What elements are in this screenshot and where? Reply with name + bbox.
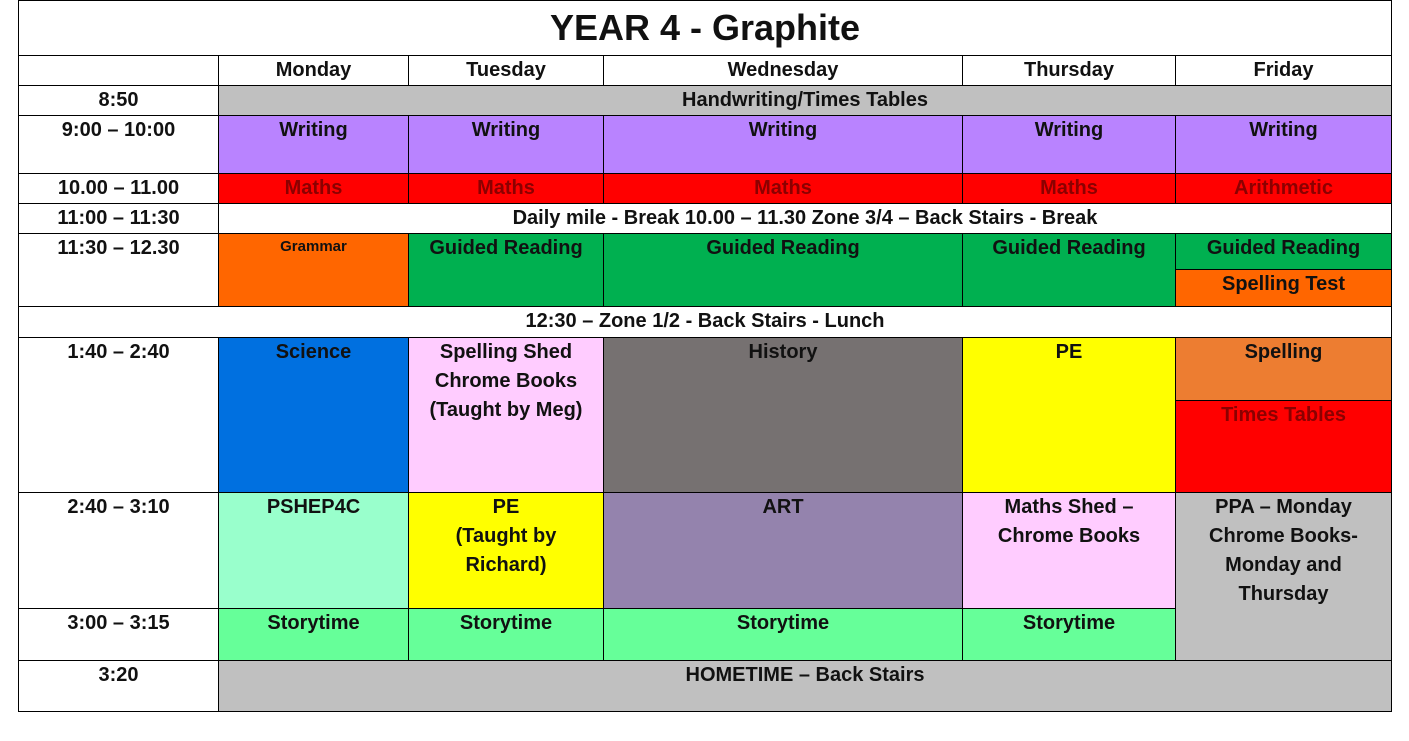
maths-thursday: Maths bbox=[963, 174, 1176, 204]
maths-monday: Maths bbox=[219, 174, 409, 204]
maths-shed-line-1: Maths Shed – bbox=[1004, 496, 1134, 518]
ppa-line-4: Thursday bbox=[1238, 583, 1329, 605]
time-11-30: 11:30 – 12.30 bbox=[19, 234, 219, 307]
storytime-tuesday: Storytime bbox=[409, 609, 604, 661]
pe-tuesday-line-2: (Taught by bbox=[455, 525, 557, 547]
hometime-cell: HOMETIME – Back Stairs bbox=[219, 661, 1392, 712]
pe-tuesday-line-1: PE bbox=[492, 496, 520, 518]
lunch-cell: 12:30 – Zone 1/2 - Back Stairs - Lunch bbox=[19, 307, 1392, 338]
storytime-thursday: Storytime bbox=[963, 609, 1176, 661]
time-8-50: 8:50 bbox=[19, 86, 219, 116]
guided-reading-tuesday: Guided Reading bbox=[409, 234, 604, 307]
day-header-monday: Monday bbox=[219, 56, 409, 86]
time-11-00: 11:00 – 11:30 bbox=[19, 204, 219, 234]
ppa-line-2: Chrome Books- bbox=[1209, 525, 1358, 547]
ppa-line-1: PPA – Monday bbox=[1215, 496, 1352, 518]
timetable bbox=[18, 0, 1392, 712]
time-9-00: 9:00 – 10:00 bbox=[19, 116, 219, 174]
times-tables-friday: Times Tables bbox=[1176, 401, 1392, 493]
ppa-line-3: Monday and bbox=[1225, 554, 1342, 576]
writing-thursday: Writing bbox=[963, 116, 1176, 174]
time-10-00: 10.00 – 11.00 bbox=[19, 174, 219, 204]
guided-reading-wednesday: Guided Reading bbox=[604, 234, 963, 307]
time-3-20: 3:20 bbox=[19, 661, 219, 712]
spelling-friday: Spelling bbox=[1176, 338, 1392, 401]
spelling-shed-tuesday bbox=[409, 338, 604, 493]
pe-tuesday bbox=[409, 493, 604, 609]
day-header-tuesday: Tuesday bbox=[409, 56, 604, 86]
storytime-wednesday: Storytime bbox=[604, 609, 963, 661]
corner-cell bbox=[19, 56, 219, 86]
time-1-40: 1:40 – 2:40 bbox=[19, 338, 219, 493]
writing-tuesday: Writing bbox=[409, 116, 604, 174]
science-monday: Science bbox=[219, 338, 409, 493]
break-cell: Daily mile - Break 10.00 – 11.30 Zone 3/4 – Back Stairs - Break bbox=[219, 204, 1392, 234]
maths-shed-line-2: Chrome Books bbox=[997, 525, 1141, 547]
grammar-monday: Grammar bbox=[219, 234, 409, 307]
ppa-friday bbox=[1176, 493, 1392, 661]
handwriting-times-tables-cell: Handwriting/Times Tables bbox=[219, 86, 1392, 116]
maths-tuesday: Maths bbox=[409, 174, 604, 204]
guided-reading-thursday: Guided Reading bbox=[963, 234, 1176, 307]
storytime-monday: Storytime bbox=[219, 609, 409, 661]
guided-reading-friday: Guided Reading bbox=[1176, 234, 1392, 270]
arithmetic-friday: Arithmetic bbox=[1176, 174, 1392, 204]
writing-wednesday: Writing bbox=[604, 116, 963, 174]
day-header-wednesday: Wednesday bbox=[604, 56, 963, 86]
history-wednesday: History bbox=[604, 338, 963, 493]
art-wednesday: ART bbox=[604, 493, 963, 609]
day-header-thursday: Thursday bbox=[963, 56, 1176, 86]
maths-wednesday: Maths bbox=[604, 174, 963, 204]
day-header-friday: Friday bbox=[1176, 56, 1392, 86]
writing-monday: Writing bbox=[219, 116, 409, 174]
time-3-00: 3:00 – 3:15 bbox=[19, 609, 219, 661]
time-2-40: 2:40 – 3:10 bbox=[19, 493, 219, 609]
spelling-test-friday: Spelling Test bbox=[1176, 270, 1392, 307]
pshe-monday: PSHEP4C bbox=[219, 493, 409, 609]
timetable-title: YEAR 4 - Graphite bbox=[19, 1, 1392, 56]
pe-thursday: PE bbox=[963, 338, 1176, 493]
writing-friday: Writing bbox=[1176, 116, 1392, 174]
pe-tuesday-line-3: Richard) bbox=[465, 554, 547, 576]
maths-shed-thursday bbox=[963, 493, 1176, 609]
spelling-shed-line-1: Spelling Shed bbox=[439, 341, 573, 363]
spelling-shed-line-2: Chrome Books bbox=[434, 370, 578, 392]
spelling-shed-line-3: (Taught by Meg) bbox=[429, 399, 583, 421]
